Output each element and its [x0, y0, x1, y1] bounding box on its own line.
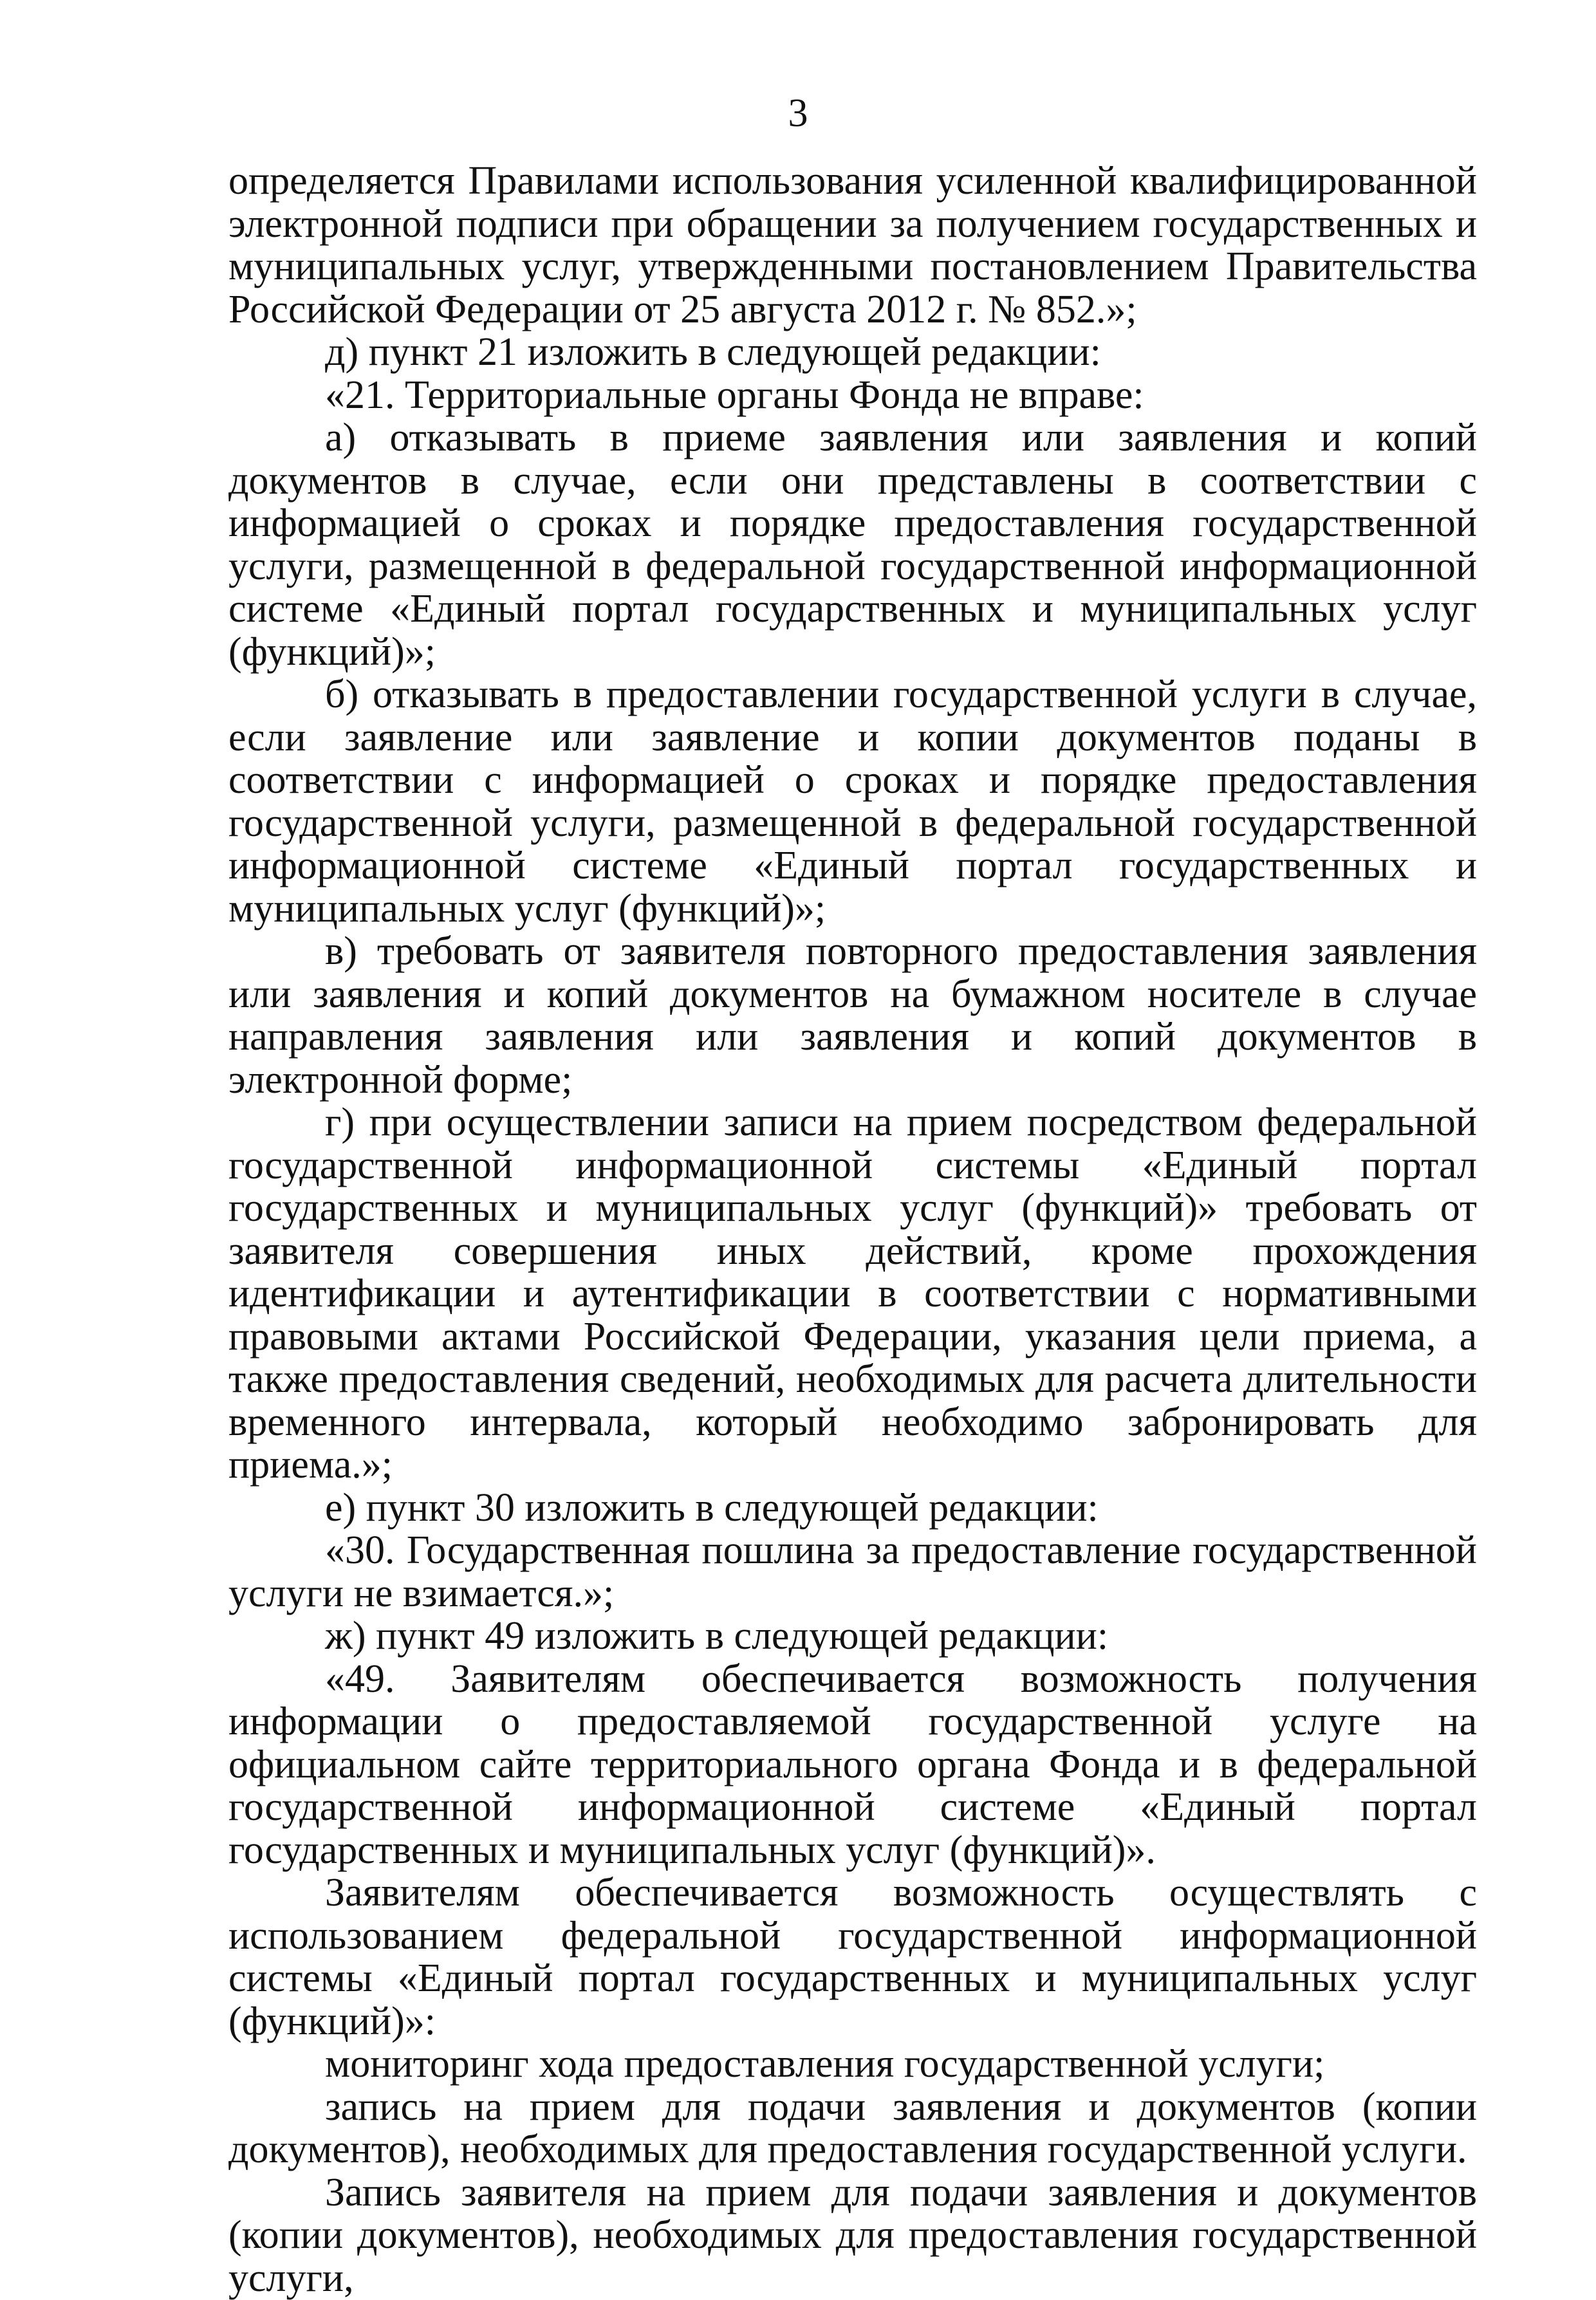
document-body: [228, 160, 1477, 2299]
paragraph-item-e: е) пункт 30 изложить в следующей редакции:: [325, 1485, 1099, 1530]
paragraph-monitoring: мониторинг хода предоставления государственной услуги;: [325, 2042, 1325, 2086]
paragraph-clause-49: «49. Заявителям обеспечивается возможность получения информации о предоставляемой государственной услуге на официальном сайте территориального органа Фонда и в федеральной государственной информационной системе «Единый портал государственных и муниципальных услуг (функций)».: [228, 1656, 1477, 1872]
paragraph-subitem-a: а) отказывать в приеме заявления или заявления и копий документов в случае, если они представлены в соответствии с информацией о сроках и порядке предоставления государственной услуги, размещенной в федеральной государственной информационной системе «Единый портал государственных и муниципальных услуг (функций)»;: [228, 416, 1477, 674]
paragraph-clause-21: «21. Территориальные органы Фонда не вправе:: [325, 373, 1144, 417]
paragraph-clause-49-epgu: Заявителям обеспечивается возможность осуществлять с использованием федеральной государственной информационной системы «Единый портал государственных и муниципальных услуг (функций)»:: [228, 1871, 1477, 2043]
paragraph-appointment-record: Запись заявителя на прием для подачи заявления и документов (копии документов), необходимых для предоставления государственной услуги,: [228, 2170, 1477, 2300]
page-number: 3: [788, 91, 808, 135]
paragraph-clause-30: «30. Государственная пошлина за предоставление государственной услуги не взимается.»;: [228, 1528, 1477, 1615]
paragraph-appointment: запись на прием для подачи заявления и документов (копии документов), необходимых для предоставления государственной услуги.: [228, 2084, 1477, 2171]
paragraph-continuation: определяется Правилами использования усиленной квалифицированной электронной подписи при обращении за получением государственных и муниципальных услуг, утвержденными постановлением Правительства Российской Федерации от 25 августа 2012 г. № 852.»;: [228, 159, 1477, 331]
paragraph-subitem-b: б) отказывать в предоставлении государственной услуги в случае, если заявление или заявление и копии документов поданы в соответствии с информацией о сроках и порядке предоставления государственной услуги, размещенной в федеральной государственной информационной системе «Единый портал государственных и муниципальных услуг (функций)»;: [228, 672, 1477, 931]
paragraph-subitem-v: в) требовать от заявителя повторного предоставления заявления или заявления и копий документов на бумажном носителе в случае направления заявления или заявления и копий документов в электронной форме;: [228, 929, 1477, 1102]
paragraph-subitem-g: г) при осуществлении записи на прием посредством федеральной государственной информационной системы «Единый портал государственных и муниципальных услуг (функций)» требовать от заявителя совершения иных действий, кроме прохождения идентификации и аутентификации в соответствии с нормативными правовыми актами Российской Федерации, указания цели приема, а также предоставления сведений, необходимых для расчета длительности временного интервала, который необходимо забронировать для приема.»;: [228, 1100, 1477, 1487]
paragraph-item-zh: ж) пункт 49 изложить в следующей редакции:: [325, 1614, 1109, 1658]
paragraph-item-d: д) пункт 21 изложить в следующей редакции:: [325, 330, 1101, 374]
